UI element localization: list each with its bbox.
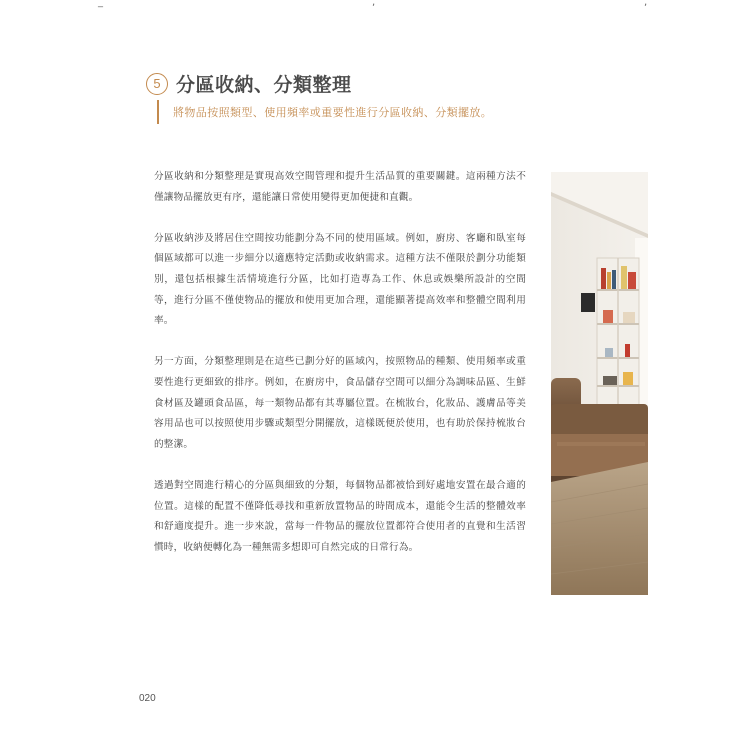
paragraph: 分區收納和分類整理是實現高效空間管理和提升生活品質的重要關鍵。這兩種方法不僅讓物品擺放更有序，還能讓日常使用變得更加便捷和直觀。 xyxy=(154,171,526,203)
section-subtitle: 將物品按照類型、使用頻率或重要性進行分區收納、分類擺放。 xyxy=(173,106,493,119)
living-room-illustration xyxy=(551,172,648,595)
crop-mark: , xyxy=(372,0,376,8)
section-title: 分區收納、分類整理 xyxy=(176,74,352,96)
section-heading xyxy=(146,70,352,97)
crop-marks xyxy=(0,0,750,10)
body-text xyxy=(154,167,526,579)
paragraph: 透過對空間進行精心的分區與細致的分類，每個物品都被恰到好處地安置在最合適的位置。這樣的配置不僅降低尋找和重新放置物品的時間成本，還能令生活的整體效率和舒適度提升。進一步來說，當每一件物品的擺放位置都符合使用者的直覺和生活習慣時，收納便轉化為一種無需多想即可自然完成的日常行為。 xyxy=(154,479,526,553)
subtitle-block xyxy=(157,100,492,124)
paragraph: 另一方面，分類整理則是在這些已劃分好的區域內，按照物品的種類、使用頻率或重要性進行更細致的排序。例如，在廚房中，食品儲存空間可以細分為調味品區、生鮮食材區及罐頭食品區，每一類物品都有其專屬位置。在梳妝台，化妝品、護膚品等美容用品也可以按照使用步驟或類型分開擺放，這樣既便於使用，也有助於保持梳妝台的整潔。 xyxy=(154,356,526,450)
page-number: 020 xyxy=(139,693,156,704)
paragraph: 分區收納涉及將居住空間按功能劃分為不同的使用區域。例如，廚房、客廳和臥室每個區域都可以進一步細分以適應特定活動或收納需求。這種方法不僅限於劃分功能類別，還包括根據生活情境進行分區，比如打造專為工作、休息或娛樂所設計的空間等，進行分區不僅使物品的擺放和使用更加合理，還能顯著提高效率和整體空間利用率。 xyxy=(154,232,526,327)
crop-mark: , xyxy=(644,0,648,8)
crop-mark: _ xyxy=(98,0,103,8)
section-number-badge: 5 xyxy=(146,73,168,95)
living-room-photo xyxy=(551,172,648,595)
